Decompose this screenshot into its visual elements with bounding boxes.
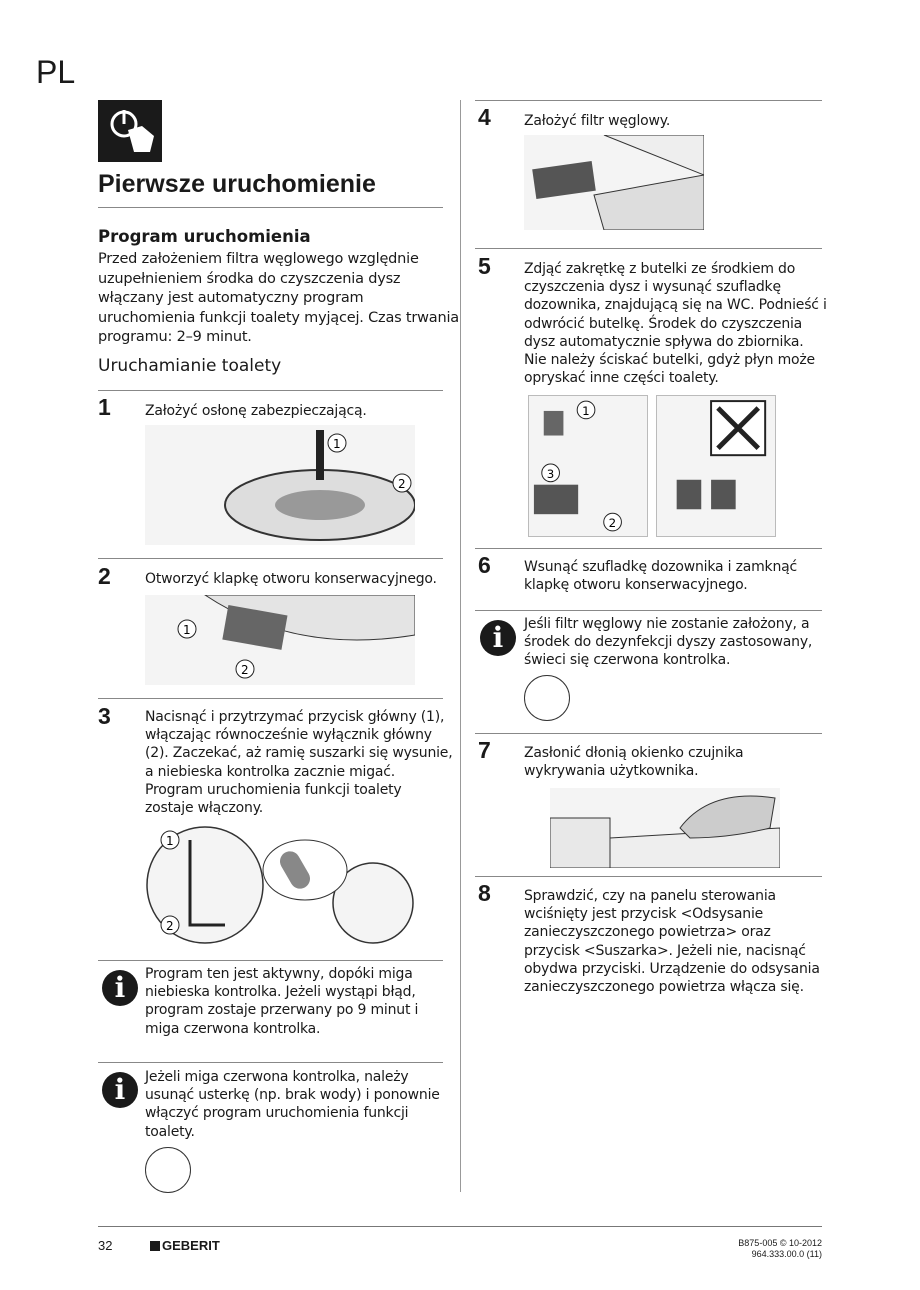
step-number: 4 — [478, 104, 491, 130]
figure-step-4 — [524, 135, 704, 230]
subsection-heading: Uruchamianie toalety — [98, 356, 282, 376]
step-text: Wsunąć szufladkę dozownika i zamknąć klapkę otworu konserwacyjnego. — [524, 559, 798, 594]
info-icon: i — [480, 620, 516, 656]
note-text: Jeśli filtr węglowy nie zostanie założony, a środek do dezynfekcji dyszy zastosowany, świeci się czerwona kontrolka. — [524, 616, 813, 669]
svg-text:2: 2 — [241, 663, 249, 677]
note-text: Program ten jest aktywny, dopóki miga niebieska kontrolka. Jeżeli wystąpi błąd, program zostaje przerwany po 9 minut i miga czerwona kontrolka. — [145, 966, 419, 1037]
figure-step-3 — [145, 825, 415, 947]
step-text: Zdjąć zakrętkę z butelki ze środkiem do czyszczenia dysz i wysunąć szufladkę dozownika, znajdującą się na WC. Podnieść i odwrócić butelkę. Środek do czyszczenia dysz automatycznie spływa do zbiornika. Nie należy ściskać butelki, gdyż płyn może opryskać inne części toalety. — [524, 261, 827, 387]
step-number: 2 — [98, 563, 111, 589]
svg-text:2: 2 — [398, 477, 406, 491]
page-number: 32 — [98, 1238, 113, 1253]
figure-step-5a — [528, 395, 648, 537]
step-number: 7 — [478, 737, 491, 763]
intro-text: Przed założeniem filtra węglowego względnie uzupełnieniem środka do czyszczenia dysz włączany jest automatyczny program uruchomienia funkcji toalety myjącej. Czas trwania programu: 2–9 minut. — [98, 251, 459, 345]
step-number: 8 — [478, 880, 491, 906]
language-code: PL — [36, 54, 76, 90]
svg-text:1: 1 — [183, 623, 191, 637]
step-number: 6 — [478, 552, 491, 578]
column-divider — [460, 100, 461, 1192]
figure-step-2 — [145, 595, 415, 685]
indicator-light-figure — [145, 1147, 191, 1193]
svg-text:1: 1 — [582, 403, 590, 418]
indicator-light-figure — [524, 675, 570, 721]
step-text: Otworzyć klapkę otworu konserwacyjnego. — [145, 571, 437, 587]
step-text: Sprawdzić, czy na panelu sterowania wciśnięty jest przycisk <Odsysanie zanieczyszczonego powietrza> oraz przycisk <Suszarka>. Jeżeli nie, nacisnąć obydwa przyciski. Urządzenie do odsysania zanieczyszczonego powietrza włącza się. — [524, 888, 820, 996]
section-heading: Program uruchomienia — [98, 227, 311, 246]
logo-square — [150, 1241, 160, 1251]
svg-text:3: 3 — [546, 466, 555, 481]
brand-logo: GEBERIT — [150, 1238, 220, 1253]
svg-text:1: 1 — [166, 834, 174, 848]
callout: 1 — [333, 437, 341, 451]
figure-step-5b-wrong — [656, 395, 776, 537]
note-text: Jeżeli miga czerwona kontrolka, należy usunąć usterkę (np. brak wody) i ponownie włączyć program uruchomienia funkcji toalety. — [145, 1069, 440, 1140]
info-icon: i — [102, 970, 138, 1006]
step-text: Założyć filtr węglowy. — [524, 113, 671, 129]
info-icon: i — [102, 1072, 138, 1108]
figure-step-7 — [550, 788, 780, 868]
page-title: Pierwsze uruchomienie — [98, 170, 376, 198]
step-text: Nacisnąć i przytrzymać przycisk główny (1), włączając równocześnie wyłącznik główny (2). Zaczekać, aż ramię suszarki się wysunie, a niebieska kontrolka zacznie migać. Program uruchomienia funkcji toalety zostaje włączony. — [145, 709, 453, 817]
step-number: 1 — [98, 394, 111, 420]
startup-icon — [98, 100, 162, 162]
svg-text:2: 2 — [166, 919, 174, 933]
figure-step-1 — [145, 425, 415, 545]
step-number: 5 — [478, 253, 491, 279]
step-text: Zasłonić dłonią okienko czujnika wykrywania użytkownika. — [524, 745, 744, 780]
step-number: 3 — [98, 703, 111, 729]
document-info: B875-005 © 10-2012 964.333.00.0 (11) — [738, 1238, 822, 1259]
step-text: Założyć osłonę zabezpieczającą. — [145, 403, 367, 419]
svg-text:2: 2 — [608, 515, 617, 530]
